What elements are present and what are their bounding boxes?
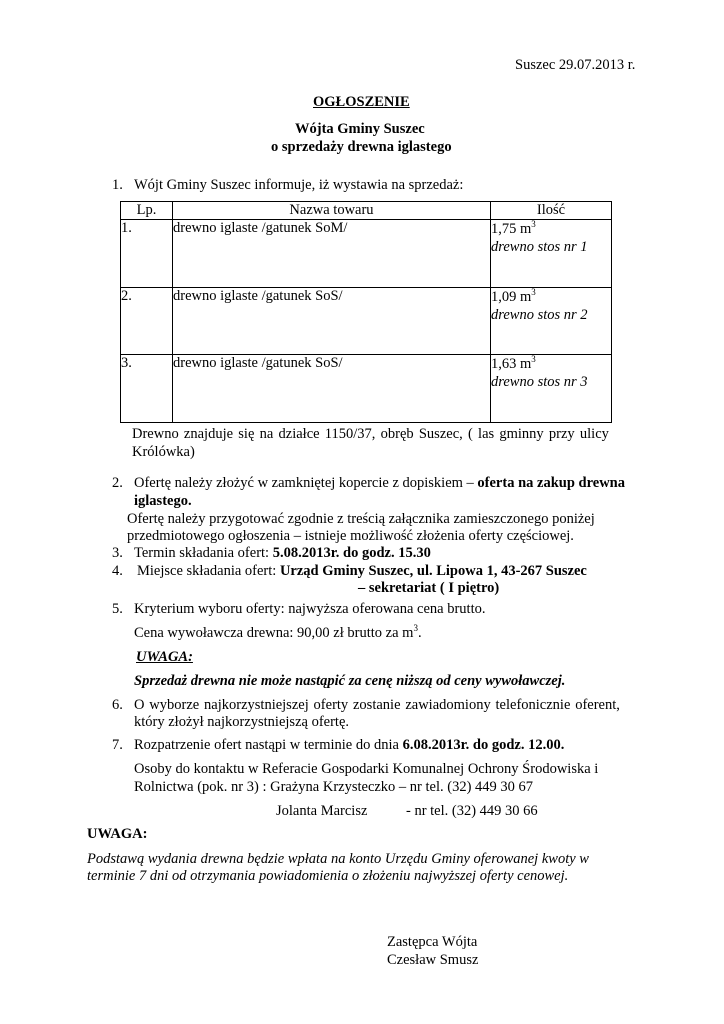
item-4-text	[137, 563, 587, 580]
item-4-number: 4.	[112, 563, 123, 579]
item-4-label: Miejsce składania ofert:	[137, 563, 280, 579]
item-2-number: 2.	[112, 475, 123, 491]
item-7-date: 6.08.2013r. do godz. 12.00.	[402, 737, 565, 753]
item-3-text	[134, 545, 431, 562]
item-4-address: Urząd Gminy Suszec, ul. Lipowa 1, 43-267 Suszec	[279, 563, 587, 579]
item-2-line-3: Ofertę należy przygotować zgodnie z treścią załącznika zamieszczonego poniżej	[127, 511, 595, 527]
qty-unit-sup: 3	[531, 219, 536, 230]
qty-value: 1,09 m	[491, 288, 532, 305]
item-1-text: Wójt Gminy Suszec informuje, iż wystawia na sprzedaż:	[134, 177, 464, 193]
item-5-number: 5.	[112, 601, 123, 617]
item-3-number: 3.	[112, 545, 123, 561]
qty-stack: drewno stos nr 1	[491, 239, 588, 256]
table-row	[121, 355, 612, 423]
item-2-line-2: iglastego.	[134, 493, 192, 509]
item-2-line-1	[134, 475, 625, 492]
contact-line-1: Osoby do kontaktu w Referacie Gospodarki Komunalnej Ochrony Środowiska i	[134, 761, 599, 777]
outer-notice-label: UWAGA:	[87, 826, 148, 842]
qty-value: 1,63 m	[491, 356, 532, 373]
signature-name: Czesław Smusz	[387, 952, 479, 968]
item-5-text: Kryterium wyboru oferty: najwyższa oferowana cena brutto.	[134, 601, 486, 617]
document-subheading-2: o sprzedaży drewna iglastego	[271, 139, 452, 155]
item-2-line-4: przedmiotowego ogłoszenia – istnieje możliwość złożenia oferty częściowej.	[127, 528, 574, 544]
document-heading: OGŁOSZENIE	[313, 94, 410, 110]
item-7-number: 7.	[112, 737, 123, 753]
item-7-label: Rozpatrzenie ofert nastąpi w terminie do dnia	[134, 737, 403, 753]
location-line-1: Drewno znajduje się na działce 1150/37, obręb Suszec, ( las gminny przy ulicy	[132, 426, 609, 442]
starting-price-sup: 3	[413, 623, 418, 633]
starting-price	[134, 625, 422, 642]
item-3-label: Termin składania ofert:	[134, 545, 273, 561]
table-header-name: Nazwa towaru	[173, 202, 491, 220]
starting-price-end: .	[417, 625, 422, 641]
qty-value: 1,75 m	[491, 221, 532, 238]
inner-notice-label: UWAGA:	[136, 649, 193, 665]
qty-unit-sup: 3	[531, 354, 536, 365]
row-qty	[491, 220, 612, 288]
contact-line-3-name: Jolanta Marcisz	[276, 803, 368, 819]
footer-line-1: Podstawą wydania drewna będzie wpłata na konto Urzędu Gminy oferowanej kwoty w	[87, 851, 589, 867]
row-lp: 1.	[121, 220, 173, 288]
item-6-number: 6.	[112, 697, 123, 713]
qty-stack: drewno stos nr 2	[491, 306, 588, 323]
footer-line-2: terminie 7 dni od otrzymania powiadomienia o złożeniu najwyższej oferty cenowej.	[87, 868, 569, 884]
contact-line-3-phone: - nr tel. (32) 449 30 66	[406, 803, 538, 819]
document-date: Suszec 29.07.2013 r.	[515, 57, 636, 73]
item-2-text: Ofertę należy złożyć w zamkniętej kopercie z dopiskiem –	[134, 475, 478, 491]
table-header-lp: Lp.	[121, 202, 173, 220]
item-6-line-2: który złożył najkorzystniejszą ofertę.	[134, 714, 350, 730]
item-3-deadline: 5.08.2013r. do godz. 15.30	[272, 545, 431, 561]
item-4-office: – sekretariat ( I piętro)	[358, 580, 500, 596]
inner-notice-text: Sprzedaż drewna nie może nastąpić za cenę niższą od ceny wywoławczej.	[134, 673, 566, 689]
table-header-row	[121, 202, 612, 220]
document-subheading-1: Wójta Gminy Suszec	[295, 121, 425, 137]
goods-table	[120, 201, 612, 423]
table-row	[121, 220, 612, 288]
row-name: drewno iglaste /gatunek SoS/	[173, 355, 491, 423]
row-qty	[491, 355, 612, 423]
item-1-number: 1.	[112, 177, 123, 193]
item-7-text	[134, 737, 564, 754]
signature-title: Zastępca Wójta	[387, 934, 478, 950]
table-header-qty: Ilość	[491, 202, 612, 220]
starting-price-text: Cena wywoławcza drewna: 90,00 zł brutto za m	[134, 625, 414, 641]
item-2-bold: oferta na zakup drewna	[477, 475, 625, 491]
row-name: drewno iglaste /gatunek SoS/	[173, 287, 491, 355]
row-name: drewno iglaste /gatunek SoM/	[173, 220, 491, 288]
item-6-line-1: O wyborze najkorzystniejszej oferty zostanie zawiadomiony telefonicznie oferent,	[134, 697, 620, 713]
row-lp: 2.	[121, 287, 173, 355]
location-line-2: Królówka)	[132, 444, 195, 460]
qty-unit-sup: 3	[531, 286, 536, 297]
table-row	[121, 287, 612, 355]
qty-stack: drewno stos nr 3	[491, 374, 588, 391]
contact-line-2: Rolnictwa (pok. nr 3) : Grażyna Krzysteczko – nr tel. (32) 449 30 67	[134, 779, 534, 795]
row-lp: 3.	[121, 355, 173, 423]
row-qty	[491, 287, 612, 355]
